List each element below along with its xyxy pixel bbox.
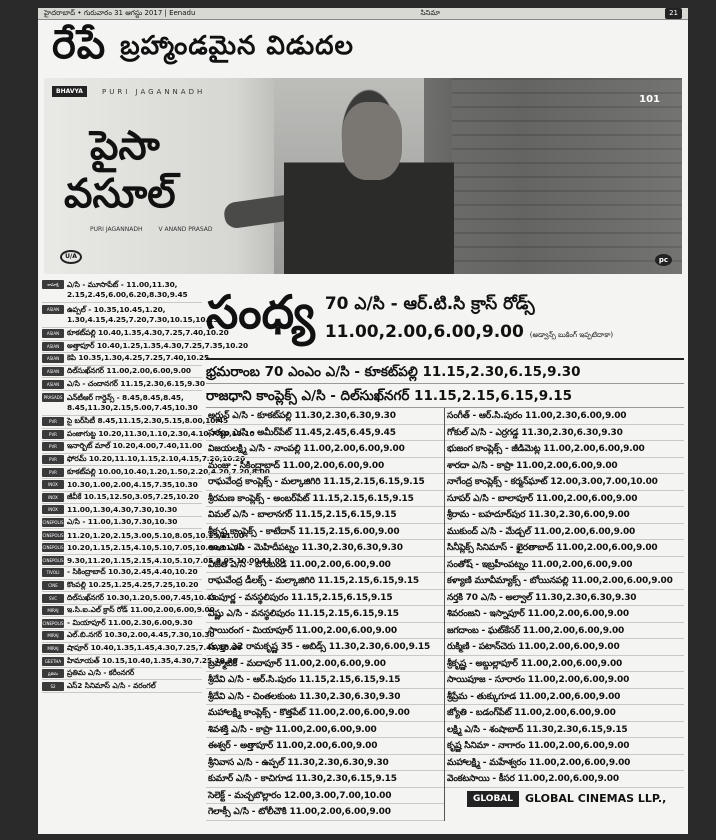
- theatre-logo: S2: [42, 682, 64, 691]
- theatre-row: సూపర్ ఎ/సి - బాలాపూర్ 11.00,2.00,6.00,9.00: [445, 491, 684, 508]
- theatre-list-item: [42, 655, 238, 668]
- theatre-showtimes: జీవీకే 10.15,12.50,3.05,7.25,10.20: [67, 491, 199, 501]
- theatre-list-item: [42, 303, 219, 328]
- theatre-showtimes: ఎ/సి - మూసాపేట్ - 11.00,11.30, 2.15,2.45,6.00,6.20,8.30,9.45: [67, 280, 188, 299]
- page-section: సినిమా: [420, 9, 440, 17]
- theatre-column-1: [206, 408, 445, 821]
- theatre-row: బ్రహ్మాటెక్ - మదాపూర్ 11.00,2.00,6.00,9.00: [206, 656, 444, 673]
- theatre-row: సెలెక్ట్ - మచ్చబొల్లారం 12.00,3.00,7.00,10.00: [206, 788, 444, 805]
- theatre-showtimes: ఉప్పల్ - 10.35,10.45,1.20, 1.30,4.15,4.25,7.20,7.30,10.15,10.25: [67, 305, 219, 324]
- credit-name: PURI JAGANNADH: [90, 226, 143, 233]
- theatre-list-item: [42, 492, 202, 505]
- theatre-logo: PVR: [42, 430, 64, 439]
- theatre-list-item: [42, 529, 244, 542]
- theatre-row: సాయిరంగ - మియాపూర్ 11.00,2.00,6.00,9.00: [206, 623, 444, 640]
- theatre-logo: CINEPOLIS: [42, 620, 64, 626]
- newspaper-page: [38, 8, 688, 834]
- theatre-row: గెలాక్సీ ఎ/సి - టోలీచౌకి 11.00,2.00,6.00,9.00: [206, 804, 444, 821]
- theatre-showtimes: ఎ/సి - చందానగర్ 11.15,2.30,6.15,9.30: [67, 378, 205, 388]
- theatre-list-item: [42, 479, 202, 492]
- theatre-showtimes: 11.00,1.30,4.30,7.30,10.30: [67, 505, 178, 515]
- theatre-showtimes: 10.30,1.00,2.00,4.15,7.35,10.30: [67, 480, 198, 490]
- wide-theatre-row: భ్రమరాంబ 70 ఎంఎం ఎ/సి - కూకట్‌పల్లి 11.15,2.30,6.15,9.30: [206, 360, 684, 384]
- theatre-list-item: [42, 605, 215, 618]
- theatre-row: సత్యం ఎ/సి - అమీర్‌పేట్ 11.45,2.45,6.45,9.45: [206, 425, 444, 442]
- theatre-list-item: [42, 278, 202, 303]
- sandhya-showtimes: [325, 322, 613, 342]
- theatre-row: మంజు - సికింద్రాబాద్ 11.00,2.00,6.00,9.00: [206, 458, 444, 475]
- theatre-showtimes: పంజాగుట్ట 10.20,11.30,1.10,2.30,4.10,7.10,10.10: [67, 428, 255, 438]
- sandhya-note: (అడ్వాన్స్ బుకింగ్ ఇప్పటిదాకా): [529, 331, 614, 339]
- pc-logo: pc: [655, 254, 672, 266]
- theatre-list-item: [42, 428, 255, 442]
- page-header-strip: [38, 8, 688, 20]
- theatre-row: శ్రీప్రేమ - తుక్కుగూడ 11.00,2.00,6.00,9.00: [445, 689, 684, 706]
- ad-headline: [38, 20, 688, 78]
- theatre-showtimes: హిమాయత్ 10.15,10.40,1.35,4.30,7.25,10.20: [67, 655, 238, 665]
- theatre-logo: GEETHA: [42, 657, 64, 666]
- theatre-list-item: [42, 592, 217, 605]
- theatre-showtimes: సై బర్‌సిటీ 8.45,11.15,2.30,5.15,8.00,10.45: [67, 416, 229, 426]
- theatre-logo: CINE: [42, 581, 64, 590]
- theatre-logo: TIVOLI: [42, 568, 64, 577]
- theatre-showtimes: ఎల్.బి.నగర్ 10.30,2.00,4.45,7.30,10.30: [67, 630, 215, 640]
- page-number: 21: [665, 8, 682, 19]
- theatre-showtimes: 11.20,1.20,2.15,3.00,5.10,8.05,10.15,11.00: [67, 530, 244, 540]
- theatre-list-item: [42, 617, 202, 630]
- theatre-showtimes: ప్రతిమ ఎ/సి - కరీంనగర్: [67, 668, 135, 678]
- theatre-logo: ప్రతిమ: [42, 669, 64, 678]
- theatre-logo: CINEPOLIS: [42, 520, 64, 526]
- theatre-showtimes: ఇ.సి.ఐ.ఎల్ క్రాస్ రోడ్ 11.00,2.00,6.00,9.00: [67, 605, 215, 615]
- theatre-showtimes: ఎస్2 సినిమాస్ ఎ/సి - వరంగల్: [67, 680, 156, 690]
- poster-credits: [90, 226, 213, 233]
- sandhya-info: [325, 294, 613, 342]
- theatre-row: ముక్తా ఎ2 రామకృష్ణ 35 - అబిడ్స్ 11.30,2.30,6.00,9.15: [206, 639, 444, 656]
- theatre-showtimes: 9.30,11.20,1.15,2.15,4.10,5.10,7.05,8.05,10.00,11.00: [67, 555, 285, 565]
- theatre-row: లక్ష్మి ఎ/సి - శంషాబాద్ 11.30,2.30,6.15,9.15: [445, 722, 684, 739]
- page-date: హైదరాబాద్ • గురువారం 31 ఆగస్టు 2017 | Eenadu: [44, 9, 196, 17]
- theatre-logo: MIRAJ: [42, 606, 64, 615]
- headline-sub: బ్రహ్మాండమైన విడుదల: [120, 31, 354, 61]
- theatre-showtimes: ఎ/సి - 11.00,1.30,7.30,10.30: [67, 517, 178, 527]
- theatre-row: అర్జున్ ఎ/సి - కూకట్‌పల్లి 11.30,2.30,6.30,9.30: [206, 408, 444, 425]
- sandhya-location: 70 ఎ/సి - ఆర్.టి.సి క్రాస్ రోడ్స్: [324, 294, 535, 314]
- poster-brand-logo: BHAVYA: [52, 86, 87, 97]
- theatre-list-item: [42, 416, 229, 429]
- theatre-row: శ్రీదేవి ఎ/సి - చింతలకుంట 11.30,2.30,6.30,9.30: [206, 689, 444, 706]
- theatre-logo: CINEPOLIS: [42, 557, 64, 563]
- theatre-row: సంపూర్ణ - వనస్థలిపురం 11.15,2.15,6.15,9.15: [206, 590, 444, 607]
- right-theatre-listing: [206, 278, 684, 821]
- movie-title-line1: పైసా: [90, 122, 160, 169]
- theatre-row: విమల్ ఎ/సి - బాలానగర్ 11.15,2.15,6.15,9.15: [206, 507, 444, 524]
- theatre-list-item: [42, 630, 215, 643]
- theatre-row: సంగీత్ - ఆర్.సి.పురం 11.00,2.30,6.00,9.00: [445, 408, 684, 425]
- theatre-logo: ASIAN: [42, 354, 64, 363]
- theatre-row: సంతోష్ - ఇబ్రహీంపట్నం 11.00,2.00,6.00,9.00: [445, 557, 684, 574]
- theatre-row: అంబ ఎ/సి - మెహిదీపట్నం 11.30,2.30,6.30,9.30: [206, 540, 444, 557]
- theatre-row: జ్యోతి - బడంగ్‌పేట్ 11.00,2.00,6.00,9.00: [445, 705, 684, 722]
- poster-building: [452, 78, 682, 274]
- theatre-logo: MIRAJ: [42, 644, 64, 653]
- theatre-showtimes: దిల్‌సుఖ్‌నగర్ 10.30,1.20,5.00,7.45,10.45: [67, 592, 217, 602]
- movie-title-line2: వసూల్: [64, 170, 176, 217]
- headline-big: రేపే: [52, 20, 107, 68]
- theatre-list-item: [42, 517, 202, 530]
- theatre-row: రాఘవేంద్ర కాంప్లెక్స్ - మల్కాజిగిరి 11.15,2.15,6.15,9.15: [206, 474, 444, 491]
- sandhya-name: సంధ్య: [206, 285, 315, 339]
- theatre-list-item: [42, 567, 202, 580]
- rating-badge: U/A: [60, 250, 82, 264]
- theatre-list-item: [42, 680, 202, 693]
- theatre-row: వెంకటసాయి - కీసర 11.00,2.00,6.00,9.00: [445, 771, 684, 788]
- theatre-row: విజేత ఎ/సి - బోరబండ 11.00,2.00,6.00,9.00: [206, 557, 444, 574]
- theatre-row: ఈశ్వర్ - అత్తాపూర్ 11.00,2.00,6.00,9.00: [206, 738, 444, 755]
- theatre-showtimes: కూకట్‌పల్లి 10.00,10.40,1.20,1.50,2.20,4.20,7.20,8.00: [67, 466, 270, 476]
- theatre-logo: INOX: [42, 493, 64, 502]
- theatre-logo: SVC: [42, 594, 64, 603]
- theatre-row: భుజంగ కాంప్లెక్స్ - జీడిమెట్ల 11.00,2.00,6.00,9.00: [445, 441, 684, 458]
- poster-actor-face: [342, 102, 402, 180]
- theatre-showtimes: ఎన్‌టీఆర్ గార్డెన్స్ - 8.45,8.45,8.45, 8.45,11.30,2.15,5.00,7.45,10.30: [67, 392, 198, 412]
- sandhya-theatre-block: [206, 278, 684, 360]
- theatre-row: శివరంజని - ఇస్నాపూర్ 11.00,2.00,6.00,9.00: [445, 606, 684, 623]
- theatre-showtimes: ఇనార్బిట్ మాల్ 10.20,4.00,7.40,11.00: [67, 441, 203, 451]
- theatre-row: గోకుల్ ఎ/సి - ఎర్రగడ్డ 11.30,2.30,6.30,9.30: [445, 425, 684, 442]
- theatre-row: విజయలక్ష్మి ఎ/సి - నాంపల్లి 11.00,2.00,6.00,9.00: [206, 441, 444, 458]
- theatre-logo: PVR: [42, 468, 64, 477]
- theatre-list-item: [42, 668, 202, 681]
- theatre-row: మహాలక్ష్మి కాంప్లెక్స్ - కొత్తపేట్ 11.00,2.00,6.00,9.00: [206, 705, 444, 722]
- theatre-logo: ASIAN: [42, 367, 64, 376]
- theatre-logo: ASIAN: [42, 342, 64, 351]
- theatre-row: శ్రీనివాస ఎ/సి - ఉప్పల్ 11.30,2.30,6.30,9.30: [206, 755, 444, 772]
- theatre-row: శారదా ఎ/సి - కాప్రా 11.00,2.00,6.00,9.00: [445, 458, 684, 475]
- theatre-logo: MIRAJ: [42, 631, 64, 640]
- theatre-list-item: [42, 504, 202, 517]
- credit-name: V ANAND PRASAD: [158, 226, 213, 233]
- theatre-list-item: [42, 642, 242, 656]
- theatre-list-item: [42, 454, 246, 467]
- theatre-showtimes: దిల్‌సుఖ్‌నగర్ 11.00,2.00,6.00,9.00: [67, 366, 191, 376]
- theatre-logo: PVR: [42, 442, 64, 451]
- theatre-row: రాఘవేంద్ర డీలక్స్ - మల్కాజిగిరి 11.15,2.15,6.15,9.15: [206, 573, 444, 590]
- sandhya-times: 11.00,2.00,6.00,9.00: [324, 322, 524, 342]
- theatre-list-item: [42, 328, 229, 341]
- theatre-row: శివశక్తి ఎ/సి - కాప్రా 11.00,2.00,6.00,9.00: [206, 722, 444, 739]
- theatre-row: కృష్ణ సినిమా - నాగారం 11.00,2.00,6.00,9.00: [445, 738, 684, 755]
- theatre-logo: PVR: [42, 417, 64, 426]
- theatre-list-item: [42, 391, 202, 416]
- theatre-row: నర్తకి 70 ఎ/సి - అల్వాల్ 11.30,2.30,6.30,9.30: [445, 590, 684, 607]
- theatre-showtimes: అత్తాపూర్ 10.40,1.25,1.35,4.30,7.25,7.35,10.20: [67, 340, 249, 350]
- theatre-row: జగదాంబ - ఘట్‌కేసర్ 11.00,2.00,6.00,9.00: [445, 623, 684, 640]
- theatre-list-item: [42, 441, 202, 454]
- theatre-columns: [206, 408, 684, 821]
- theatre-showtimes: ఫోరమ్ 10.20,11.10,1.15,2.10,4.15,7.20,10.20: [67, 454, 246, 464]
- theatre-row: శ్రీరమణ కాంప్లెక్స్ - అంబర్‌పేట్ 11.15,2.15,6.15,9.15: [206, 491, 444, 508]
- theatre-logo: ASIAN: [42, 380, 64, 389]
- theatre-logo: CINEPOLIS: [42, 532, 64, 538]
- theatre-row: నాగేంద్ర కాంప్లెక్స్ - కర్మన్‌ఘాట్ 12.00,3.00,7.00,10.00: [445, 474, 684, 491]
- theatre-logo: CINEPOLIS: [42, 545, 64, 551]
- theatre-list-item: [42, 378, 205, 391]
- theatre-row: కుమార్ ఎ/సి - కాచిగూడ 11.30,2.30,6.15,9.15: [206, 771, 444, 788]
- theatre-showtimes: 10.20,1.15,2.15,4.10,5.10,7.05,10.00,11.00: [67, 543, 244, 553]
- global-name: GLOBAL CINEMAS LLP.,: [525, 792, 667, 805]
- theatre-row: విష్ణు ఎ/సి - వనస్థలిపురం 11.15,2.15,6.15,9.15: [206, 606, 444, 623]
- theatre-logo: INOX: [42, 505, 64, 514]
- theatre-list-item: [42, 366, 202, 379]
- theatre-row: శ్రీరామ - బహదూర్‌పుర 11.30,2.30,6.00,9.00: [445, 507, 684, 524]
- theatre-list-item: [42, 340, 249, 354]
- global-cinemas-footer: [445, 788, 684, 810]
- theatre-showtimes: కూకట్‌పల్లి 10.40,1.35,4.30,7.25,7.40,10.20: [67, 328, 229, 338]
- theatre-row: కళ్యాణి మూవీమ్యాక్స్ - బోయినపల్లి 11.00,2.00,6.00,9.00: [445, 573, 684, 590]
- theatre-row: శ్రీకృష్ణ కాంప్లెక్స్ - కాటేదాన్ 11.15,2.15,6.00,9.00: [206, 524, 444, 541]
- wide-theatre-row: రాజధాని కాంప్లెక్స్ ఎ/సి - దిల్‌సుఖ్‌నగర్ 11.15,2.15,6.15,9.15: [206, 384, 684, 408]
- theatre-logo: PRASADS: [43, 394, 63, 400]
- theatre-showtimes: - సికింద్రాబాద్ 10.30,2.45,4.40,10.20: [67, 567, 198, 577]
- theatre-row: మహాలక్ష్మి - మహేశ్వరం 11.00,2.00,6.00,9.00: [445, 755, 684, 772]
- global-logo: GLOBAL: [467, 791, 519, 807]
- theatre-row: రుక్మిణి - పటాన్‌చెరు 11.00,2.00,6.00,9.00: [445, 639, 684, 656]
- theatre-showtimes: షాపూర్ 10.40,1.35,1.45,4.30,7.25,7.45,10.20: [67, 642, 242, 652]
- theatre-list-item: [42, 466, 270, 479]
- theatre-row: సినీప్లెక్స్ సినిమాస్ - ఖైరతాబాద్ 11.00,2.00,6.00,9.00: [445, 540, 684, 557]
- movie-poster: [44, 78, 682, 274]
- theatre-column-2: [445, 408, 684, 821]
- theatre-logo: INOX: [42, 480, 64, 489]
- theatre-list-item: [42, 353, 210, 366]
- studio-logo: 101: [639, 94, 660, 105]
- theatre-row: శ్రీకృష్ణ - అబ్దుల్లాపూర్ 11.00,2.00,6.00,9.00: [445, 656, 684, 673]
- theatre-row: ముకుంద్ ఎ/సి - మేడ్చల్ 11.00,2.00,6.00,9.00: [445, 524, 684, 541]
- theatre-row: శ్రీదేవి ఎ/సి - ఆర్.సి.పురం 11.15,2.15,6.15,9.15: [206, 672, 444, 689]
- theatre-showtimes: - మియాపూర్ 11.00,2.30,6.00,9.30: [67, 617, 193, 627]
- theatre-list-item: [42, 542, 244, 555]
- theatre-list-item: [42, 555, 285, 568]
- theatre-logo: ASIAN: [42, 329, 64, 338]
- poster-director-credit: PURI JAGANNADH: [102, 88, 206, 96]
- theatre-showtimes: కెపి 10.35,1.30,4.25,7.25,7.40,10.25: [67, 353, 210, 363]
- theatre-list-item: [42, 580, 202, 593]
- theatre-row: సాయిపూజ - సూరారం 11.00,2.00,6.00,9.00: [445, 672, 684, 689]
- theatre-logo: ASIAN: [42, 305, 64, 314]
- theatre-showtimes: కొంపల్లి 10.25,1.25,4.25,7.25,10.20: [67, 579, 199, 589]
- theatre-logo: PVR: [42, 455, 64, 464]
- theatre-logo: కామాక్షి: [42, 280, 64, 289]
